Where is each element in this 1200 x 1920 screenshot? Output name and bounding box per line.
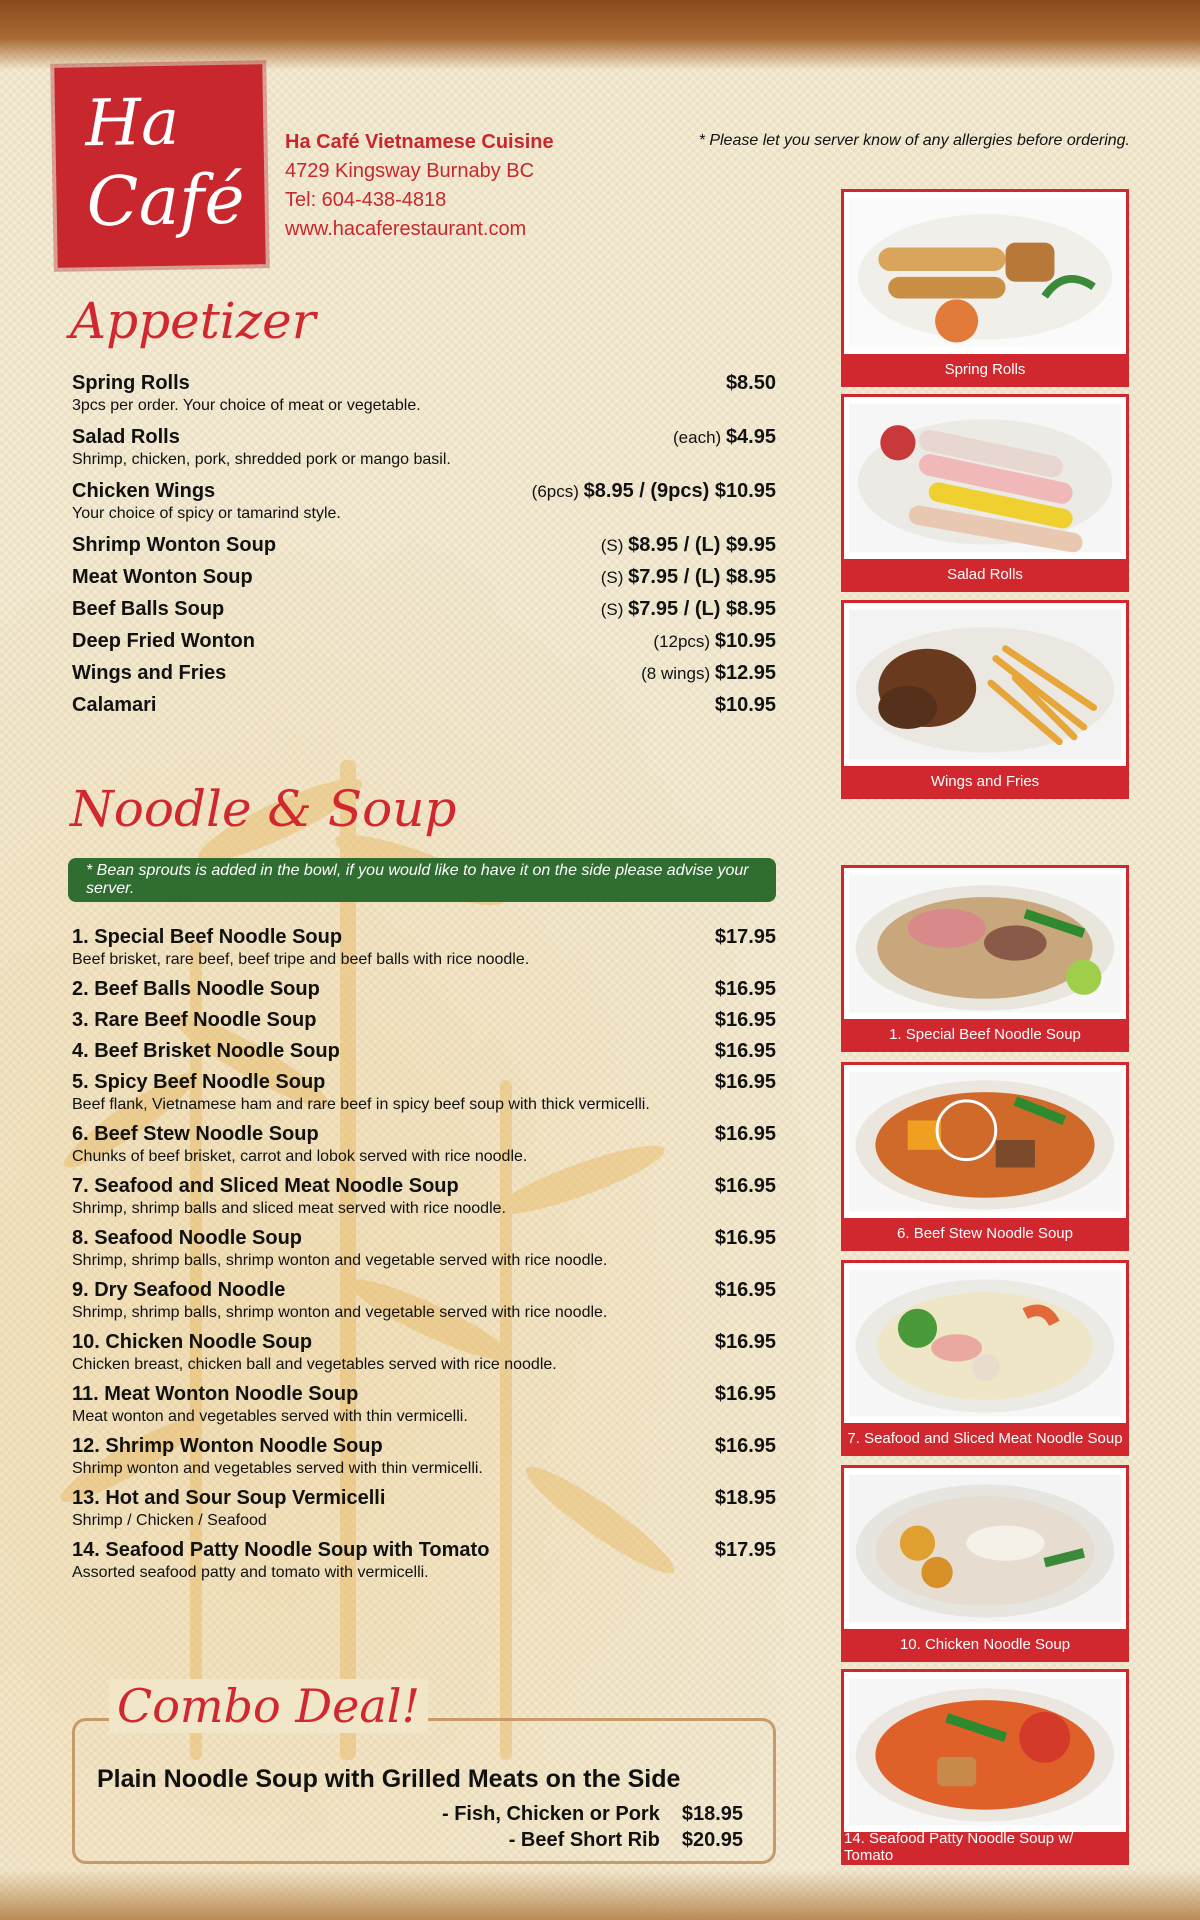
menu-item-portion: (8 wings) xyxy=(641,664,715,683)
menu-item-price xyxy=(715,1123,776,1146)
menu-item-name: 1. Special Beef Noodle Soup xyxy=(72,926,343,948)
menu-item-row xyxy=(72,1071,776,1094)
photo-spring-rolls xyxy=(841,189,1129,387)
beef-noodle-photo xyxy=(849,873,1121,1014)
contact-info xyxy=(285,128,554,244)
menu-item-price xyxy=(715,926,776,949)
menu-item-price-value: $16.95 xyxy=(714,1123,776,1145)
photo-chicken-noodle xyxy=(841,1465,1129,1662)
photo-caption: Spring Rolls xyxy=(844,354,1126,384)
menu-item-portion: (S) xyxy=(600,536,629,555)
menu-item-price xyxy=(715,1040,776,1063)
menu-item-price xyxy=(653,630,776,653)
menu-item xyxy=(72,598,776,621)
menu-item-price-value: $17.95 xyxy=(714,1539,776,1561)
menu-item-description: Your choice of spicy or tamarind style. xyxy=(72,505,341,522)
menu-item-price-value: $7.95 / (L) $8.95 xyxy=(628,598,776,620)
menu-item-price xyxy=(715,1383,776,1406)
menu-item-row xyxy=(72,978,776,1001)
combo-option-price: $18.95 xyxy=(681,1803,743,1825)
menu-item-description: Shrimp, shrimp balls, shrimp wonton and vegetable served with rice noodle. xyxy=(72,1252,608,1269)
menu-item-name: Shrimp Wonton Soup xyxy=(72,534,277,556)
menu-item-price xyxy=(601,598,776,621)
menu-item xyxy=(72,662,776,685)
menu-item-description: Shrimp, chicken, pork, shredded pork or mango basil. xyxy=(72,451,451,468)
noodle-title: Noodle & Soup xyxy=(70,780,457,838)
photo-salad-rolls xyxy=(841,394,1129,592)
seafood-patty-photo xyxy=(849,1677,1121,1827)
menu-item-name: 2. Beef Balls Noodle Soup xyxy=(72,978,320,1000)
menu-item-price-value: $16.95 xyxy=(714,1331,776,1353)
menu-item-price-value: $16.95 xyxy=(714,1227,776,1249)
beef-stew-photo xyxy=(849,1070,1121,1213)
menu-item-name: 7. Seafood and Sliced Meat Noodle Soup xyxy=(72,1175,459,1197)
menu-item xyxy=(72,1383,776,1426)
menu-item xyxy=(72,534,776,557)
menu-item-description: Shrimp / Chicken / Seafood xyxy=(72,1512,267,1529)
menu-item-row xyxy=(72,1487,776,1510)
menu-item-price xyxy=(715,1175,776,1198)
menu-item-description: Beef flank, Vietnamese ham and rare beef in spicy beef soup with thick vermicelli. xyxy=(72,1096,650,1113)
menu-item-name: 13. Hot and Sour Soup Vermicelli xyxy=(72,1487,386,1509)
menu-item-row xyxy=(72,926,776,949)
combo-title: Combo Deal! xyxy=(109,1679,428,1733)
bean-sprouts-note: * Bean sprouts is added in the bowl, if you would like to have it on the side please advise your server. xyxy=(68,858,776,902)
combo-option xyxy=(442,1803,743,1826)
menu-item-row xyxy=(72,1040,776,1063)
menu-item-name: 9. Dry Seafood Noodle xyxy=(72,1279,286,1301)
menu-item-name: Salad Rolls xyxy=(72,426,180,448)
menu-item xyxy=(72,1040,776,1063)
menu-item-portion: (S) xyxy=(600,568,629,587)
photo-caption: 6. Beef Stew Noodle Soup xyxy=(844,1218,1126,1248)
combo-option xyxy=(509,1829,743,1852)
menu-item-price-value: $17.95 xyxy=(714,926,776,948)
menu-item-price xyxy=(715,1539,776,1562)
menu-item-row xyxy=(72,1435,776,1458)
menu-item-name: Spring Rolls xyxy=(72,372,190,394)
menu-item xyxy=(72,1331,776,1374)
menu-item-price-value: $16.95 xyxy=(714,1279,776,1301)
menu-item xyxy=(72,566,776,589)
logo-text-ha: Ha xyxy=(84,85,180,162)
menu-item-row xyxy=(72,566,776,589)
menu-item-price xyxy=(715,1435,776,1458)
menu-item-name: Calamari xyxy=(72,694,157,716)
menu-item-price-value: $16.95 xyxy=(714,1009,776,1031)
menu-item-row xyxy=(72,1331,776,1354)
appetizer-list xyxy=(72,372,776,726)
menu-item-price-value: $16.95 xyxy=(714,1383,776,1405)
menu-item xyxy=(72,480,776,523)
menu-item-price-value: $7.95 / (L) $8.95 xyxy=(628,566,776,588)
website-link[interactable]: www.hacaferestaurant.com xyxy=(285,218,527,240)
menu-item xyxy=(72,1487,776,1530)
menu-item-price xyxy=(715,1279,776,1302)
menu-item-portion: (each) xyxy=(673,428,726,447)
menu-item-portion: (12pcs) xyxy=(653,632,715,651)
menu-item-price xyxy=(673,426,776,449)
chicken-noodle-photo xyxy=(849,1473,1121,1624)
menu-item-row xyxy=(72,1009,776,1032)
menu-item-row xyxy=(72,662,776,685)
menu-item xyxy=(72,978,776,1001)
menu-item-portion: (S) xyxy=(600,600,629,619)
menu-item-description: 3pcs per order. Your choice of meat or vegetable. xyxy=(72,397,421,414)
menu-item-description: Shrimp, shrimp balls and sliced meat served with rice noodle. xyxy=(72,1200,506,1217)
photo-caption: Salad Rolls xyxy=(844,559,1126,589)
menu-item-price-value: $16.95 xyxy=(714,1175,776,1197)
menu-item-name: Beef Balls Soup xyxy=(72,598,225,620)
logo-text-cafe: Café xyxy=(85,160,246,243)
menu-item xyxy=(72,1009,776,1032)
menu-item-price-value: $16.95 xyxy=(714,1071,776,1093)
combo-box xyxy=(72,1679,776,1864)
menu-item-price-value: $16.95 xyxy=(714,1040,776,1062)
combo-description: Plain Noodle Soup with Grilled Meats on the Side xyxy=(97,1765,681,1793)
menu-item-name: Meat Wonton Soup xyxy=(72,566,253,588)
menu-item-row xyxy=(72,694,776,717)
menu-item-name: Chicken Wings xyxy=(72,480,216,502)
noodle-list xyxy=(72,926,776,1591)
menu-item-price xyxy=(726,372,776,395)
menu-item-row xyxy=(72,534,776,557)
menu-item-price-value: $8.95 / (9pcs) $10.95 xyxy=(583,480,776,502)
menu-item-price xyxy=(715,1227,776,1250)
bottom-border xyxy=(0,1870,1200,1920)
menu-item xyxy=(72,1227,776,1270)
combo-option-label: - Beef Short Rib xyxy=(508,1829,660,1851)
menu-item-description: Shrimp, shrimp balls, shrimp wonton and vegetable served with rice noodle. xyxy=(72,1304,608,1321)
menu-item-row xyxy=(72,372,776,395)
menu-item xyxy=(72,1175,776,1218)
menu-item-name: 8. Seafood Noodle Soup xyxy=(72,1227,303,1249)
menu-item-price-value: $18.95 xyxy=(714,1487,776,1509)
menu-item xyxy=(72,426,776,469)
menu-item-name: 3. Rare Beef Noodle Soup xyxy=(72,1009,317,1031)
menu-item-name: 4. Beef Brisket Noodle Soup xyxy=(72,1040,340,1062)
menu-item-name: 12. Shrimp Wonton Noodle Soup xyxy=(72,1435,383,1457)
top-border xyxy=(0,0,1200,70)
menu-item xyxy=(72,1435,776,1478)
combo-option-price: $20.95 xyxy=(681,1829,743,1851)
business-name: Ha Café Vietnamese Cuisine xyxy=(285,131,554,153)
menu-item-description: Assorted seafood patty and tomato with vermicelli. xyxy=(72,1564,429,1581)
menu-item-description: Meat wonton and vegetables served with thin vermicelli. xyxy=(72,1408,468,1425)
menu-item-row xyxy=(72,426,776,449)
menu-item-price-value: $8.95 / (L) $9.95 xyxy=(628,534,776,556)
address: 4729 Kingsway Burnaby BC xyxy=(285,160,535,182)
menu-item-price xyxy=(715,978,776,1001)
menu-item-row xyxy=(72,1175,776,1198)
menu-item-price xyxy=(715,1071,776,1094)
menu-item-price xyxy=(601,566,776,589)
menu-item-name: 14. Seafood Patty Noodle Soup with Tomato xyxy=(72,1539,490,1561)
menu-item-row xyxy=(72,1279,776,1302)
menu-item-price-value: $10.95 xyxy=(714,694,776,716)
photo-seafood-patty-tomato xyxy=(841,1669,1129,1865)
menu-item-portion: (6pcs) xyxy=(531,482,584,501)
menu-item-price-value: $4.95 xyxy=(725,426,776,448)
menu-item-row xyxy=(72,1383,776,1406)
menu-item xyxy=(72,1279,776,1322)
photo-special-beef-noodle xyxy=(841,865,1129,1052)
menu-item-row xyxy=(72,1227,776,1250)
salad-rolls-photo xyxy=(849,402,1121,554)
menu-item-row xyxy=(72,480,776,503)
menu-item-description: Chunks of beef brisket, carrot and lobok served with rice noodle. xyxy=(72,1148,528,1165)
menu-item-description: Beef brisket, rare beef, beef tripe and beef balls with rice noodle. xyxy=(72,951,530,968)
menu-item xyxy=(72,1539,776,1582)
menu-item-price xyxy=(715,694,776,717)
menu-item xyxy=(72,372,776,415)
menu-item-name: Deep Fried Wonton xyxy=(72,630,255,652)
photo-caption: 10. Chicken Noodle Soup xyxy=(844,1629,1126,1659)
seafood-noodle-photo xyxy=(849,1268,1121,1418)
menu-item-price-value: $8.50 xyxy=(725,372,776,394)
menu-item-price xyxy=(601,534,776,557)
logo xyxy=(54,64,265,268)
menu-item-price xyxy=(532,480,776,503)
menu-item-price xyxy=(715,1009,776,1032)
menu-item-price-value: $10.95 xyxy=(714,630,776,652)
photo-caption: Wings and Fries xyxy=(844,766,1126,796)
appetizer-title: Appetizer xyxy=(70,292,316,350)
menu-item xyxy=(72,1071,776,1114)
menu-item-name: 6. Beef Stew Noodle Soup xyxy=(72,1123,319,1145)
photo-caption: 7. Seafood and Sliced Meat Noodle Soup xyxy=(844,1423,1126,1453)
menu-item-row xyxy=(72,630,776,653)
spring-rolls-photo xyxy=(849,197,1121,349)
menu-item-name: 11. Meat Wonton Noodle Soup xyxy=(72,1383,359,1405)
menu-item-price xyxy=(715,1331,776,1354)
menu-item-name: Wings and Fries xyxy=(72,662,227,684)
menu-item-price xyxy=(641,662,776,685)
menu-item xyxy=(72,926,776,969)
menu-item-price xyxy=(715,1487,776,1510)
menu-item xyxy=(72,1123,776,1166)
combo-option-label: - Fish, Chicken or Pork xyxy=(442,1803,660,1825)
menu-item-price-value: $12.95 xyxy=(714,662,776,684)
menu-item-name: 10. Chicken Noodle Soup xyxy=(72,1331,313,1353)
wings-fries-photo xyxy=(849,608,1121,761)
menu-item-description: Shrimp wonton and vegetables served with thin vermicelli. xyxy=(72,1460,483,1477)
menu-item xyxy=(72,630,776,653)
photo-caption: 14. Seafood Patty Noodle Soup w/ Tomato xyxy=(844,1832,1126,1862)
menu-item xyxy=(72,694,776,717)
photo-beef-stew-noodle xyxy=(841,1062,1129,1251)
menu-item-price-value: $16.95 xyxy=(714,978,776,1000)
photo-wings-fries xyxy=(841,600,1129,799)
menu-item-description: Chicken breast, chicken ball and vegetables served with rice noodle. xyxy=(72,1356,557,1373)
photo-seafood-sliced-meat xyxy=(841,1260,1129,1456)
phone: Tel: 604-438-4818 xyxy=(285,189,447,211)
menu-item-name: 5. Spicy Beef Noodle Soup xyxy=(72,1071,326,1093)
menu-item-row xyxy=(72,1539,776,1562)
photo-caption: 1. Special Beef Noodle Soup xyxy=(844,1019,1126,1049)
menu-item-row xyxy=(72,598,776,621)
allergy-notice: * Please let you server know of any allergies before ordering. xyxy=(698,132,1130,149)
menu-item-row xyxy=(72,1123,776,1146)
menu-item-price-value: $16.95 xyxy=(714,1435,776,1457)
